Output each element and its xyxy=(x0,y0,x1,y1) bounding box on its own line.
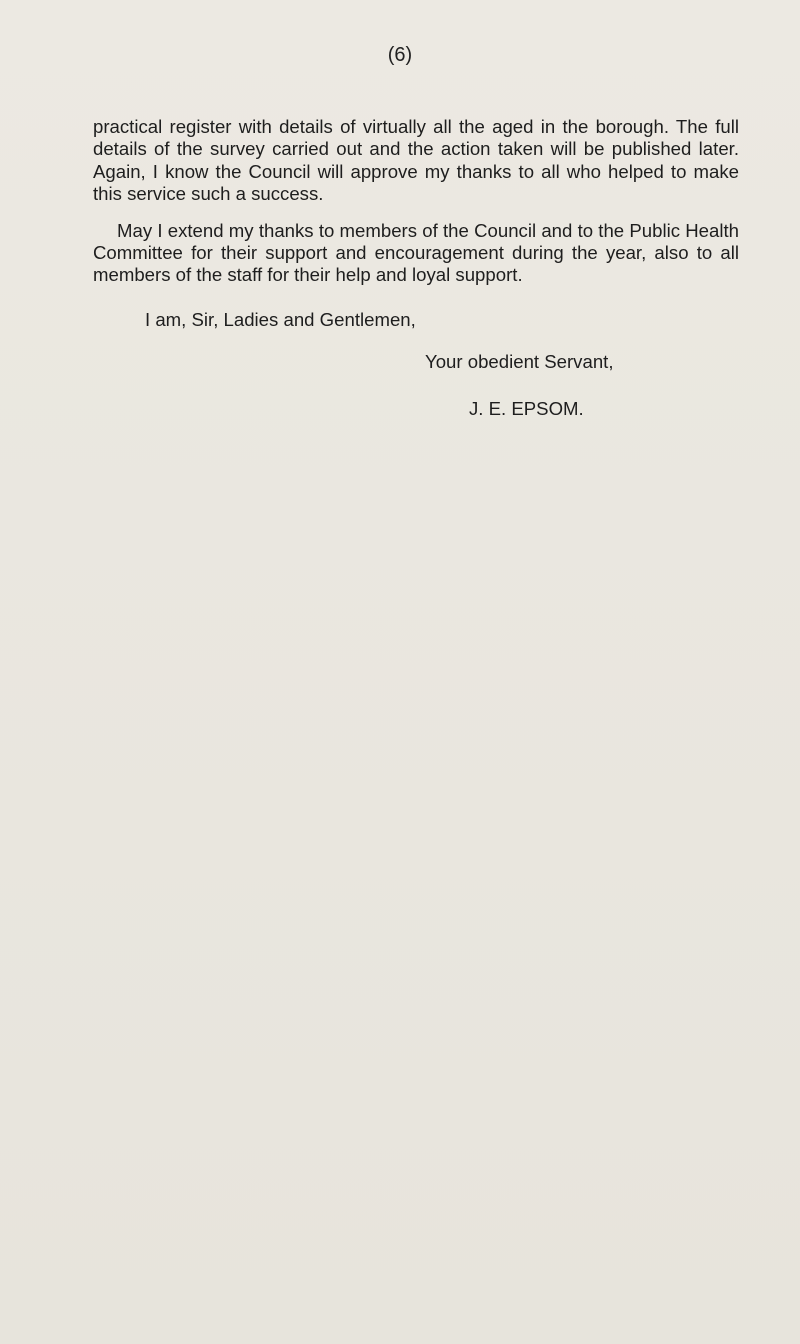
page-number: (6) xyxy=(387,44,413,66)
closing-salutation: I am, Sir, Ladies and Gentlemen, xyxy=(145,308,416,330)
letter-body xyxy=(93,116,739,420)
paragraph-1: practical register with details of virtually all the aged in the borough. The full details of the survey carried out and the action taken will be published later. Again, I know the Council will approve my thanks to all who helped to make this service such a success. xyxy=(93,116,739,205)
paragraph-2-text: May I extend my thanks to members of the Council and to the Public Health Committee for their support and encouragement during the year, also to all members of the staff for their help and loyal support. xyxy=(93,219,739,286)
signature-name: J. E. EPSOM. xyxy=(469,397,584,419)
paragraph-2 xyxy=(93,220,739,287)
sign-off: Your obedient Servant, xyxy=(425,351,614,373)
